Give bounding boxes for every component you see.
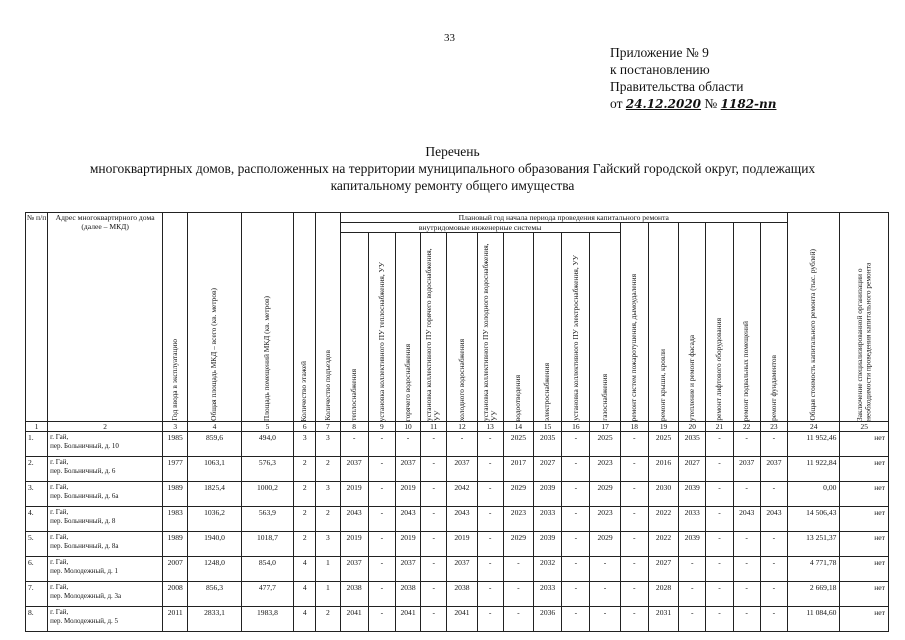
cell-concl: нет [840, 482, 889, 507]
address-city: г. Гай, [50, 508, 69, 516]
header-sub-heating: теплоснабжения [340, 233, 368, 422]
cell-c19: 2028 [648, 582, 678, 607]
cell-c17: 2029 [590, 482, 620, 507]
appendix-block [610, 44, 776, 113]
cell-c21: - [706, 557, 733, 582]
column-number: 14 [503, 422, 533, 432]
cell-cost: 11 922,84 [788, 457, 840, 482]
address-city: г. Гай, [50, 483, 69, 491]
cell-c18: - [620, 507, 648, 532]
cell-c8: 2019 [340, 532, 368, 557]
table-row [26, 432, 889, 457]
cell-c23: 2037 [760, 457, 787, 482]
cell-year: 1989 [163, 532, 188, 557]
cell-c22: - [733, 432, 760, 457]
cell-c21: - [706, 482, 733, 507]
cell-year: 2008 [163, 582, 188, 607]
cell-c23: - [760, 482, 787, 507]
cell-address [48, 557, 163, 582]
cell-floors: 2 [294, 532, 316, 557]
header-sub-electricity-meter: установка коллективного ПУ электроснабжения, УУ [562, 233, 590, 422]
cell-cost: 11 952,46 [788, 432, 840, 457]
appendix-line-3: Правительства области [610, 79, 744, 94]
cell-cost: 11 084,60 [788, 607, 840, 632]
cell-c10: 2037 [395, 457, 420, 482]
cell-entr: 1 [316, 557, 340, 582]
column-number: 9 [368, 422, 395, 432]
cell-entr: 3 [316, 482, 340, 507]
cell-rooms: 854,0 [241, 557, 293, 582]
cell-address [48, 582, 163, 607]
cell-c13: - [477, 507, 503, 532]
address-street: пер. Больничный, д. 6а [50, 491, 119, 500]
cell-c17: - [590, 557, 620, 582]
cell-c14: - [503, 582, 533, 607]
header-sub-heating-meter: установка коллективного ПУ теплоснабжения, УУ [368, 233, 395, 422]
cell-c16: - [562, 607, 590, 632]
header-sub-gas: газоснабжения [590, 233, 620, 422]
cell-c10: 2043 [395, 507, 420, 532]
cell-c8: 2038 [340, 582, 368, 607]
cell-c11: - [421, 582, 447, 607]
cell-c18: - [620, 532, 648, 557]
cell-c11: - [421, 557, 447, 582]
cell-c21: - [706, 607, 733, 632]
cell-concl: нет [840, 557, 889, 582]
cell-c13: - [477, 457, 503, 482]
cell-c8: 2043 [340, 507, 368, 532]
cell-c13: - [477, 607, 503, 632]
cell-no: 7. [26, 582, 48, 607]
cell-c22: - [733, 482, 760, 507]
column-number: 11 [421, 422, 447, 432]
cell-c15: 2033 [534, 582, 562, 607]
cell-c15: 2039 [534, 532, 562, 557]
address-street: пер. Больничный, д. 6 [50, 466, 116, 475]
cell-c22: 2037 [733, 457, 760, 482]
cell-c18: - [620, 557, 648, 582]
column-number: 7 [316, 422, 340, 432]
cell-c13: - [477, 582, 503, 607]
cell-floors: 2 [294, 507, 316, 532]
cell-total: 859,6 [188, 432, 241, 457]
cell-c9: - [368, 507, 395, 532]
header-entrances: Количество подъездов [316, 213, 340, 422]
cell-entr: 3 [316, 532, 340, 557]
cell-c11: - [421, 607, 447, 632]
header-internal-systems: внутридомовые инженерные системы [340, 223, 620, 233]
cell-c17: - [590, 607, 620, 632]
cell-address [48, 607, 163, 632]
cell-c14: 2017 [503, 457, 533, 482]
cell-c19: 2031 [648, 607, 678, 632]
cell-c15: 2036 [534, 607, 562, 632]
cell-c17: 2029 [590, 532, 620, 557]
table-row [26, 507, 889, 532]
cell-c8: - [340, 432, 368, 457]
cell-c15: 2032 [534, 557, 562, 582]
cell-c22: - [733, 582, 760, 607]
cell-c11: - [421, 507, 447, 532]
cell-c14: 2025 [503, 432, 533, 457]
cell-c16: - [562, 432, 590, 457]
cell-rooms: 1000,2 [241, 482, 293, 507]
cell-entr: 2 [316, 507, 340, 532]
cell-entr: 1 [316, 582, 340, 607]
cell-floors: 4 [294, 582, 316, 607]
column-number: 6 [294, 422, 316, 432]
cell-cost: 0,00 [788, 482, 840, 507]
cell-c16: - [562, 457, 590, 482]
cell-total: 1036,2 [188, 507, 241, 532]
cell-rooms: 563,9 [241, 507, 293, 532]
cell-c13: - [477, 532, 503, 557]
cell-c19: 2025 [648, 432, 678, 457]
cell-c14: - [503, 557, 533, 582]
table-row [26, 557, 889, 582]
cell-c20: - [679, 557, 706, 582]
cell-c17: 2023 [590, 507, 620, 532]
cell-c15: 2039 [534, 482, 562, 507]
header-fire: ремонт систем пожаротушения, дымоудаления [620, 223, 648, 422]
cell-total: 2833,1 [188, 607, 241, 632]
cell-c9: - [368, 532, 395, 557]
cell-c21: - [706, 582, 733, 607]
column-number: 16 [562, 422, 590, 432]
title-line-1: Перечень [425, 144, 480, 159]
cell-c12: 2042 [447, 482, 477, 507]
cell-cost: 2 669,18 [788, 582, 840, 607]
cell-rooms: 494,0 [241, 432, 293, 457]
cell-c10: 2019 [395, 482, 420, 507]
cell-no: 6. [26, 557, 48, 582]
column-number: 15 [534, 422, 562, 432]
cell-c12: 2043 [447, 507, 477, 532]
address-street: пер. Больничный, д. 8а [50, 541, 119, 550]
cell-c10: - [395, 432, 420, 457]
cell-floors: 4 [294, 557, 316, 582]
header-sub-cold-water-meter: установка коллективного ПУ холодного водоснабжения, УУ [477, 233, 503, 422]
cell-c9: - [368, 457, 395, 482]
cell-c12: - [447, 432, 477, 457]
column-number: 18 [620, 422, 648, 432]
cell-no: 2. [26, 457, 48, 482]
cell-c9: - [368, 582, 395, 607]
cell-entr: 3 [316, 432, 340, 457]
cell-entr: 2 [316, 607, 340, 632]
address-street: пер. Молодежный, д. 5 [50, 616, 119, 625]
column-number: 25 [840, 422, 889, 432]
column-number: 20 [679, 422, 706, 432]
cell-concl: нет [840, 432, 889, 457]
header-area-total: Общая площадь МКД – всего (кв. метров) [188, 213, 241, 422]
address-city: г. Гай, [50, 608, 69, 616]
header-year: Год ввода в эксплуатацию [163, 213, 188, 422]
cell-c19: 2030 [648, 482, 678, 507]
cell-c19: 2022 [648, 507, 678, 532]
cell-c23: 2043 [760, 507, 787, 532]
cell-c8: 2037 [340, 557, 368, 582]
cell-c11: - [421, 532, 447, 557]
cell-concl: нет [840, 607, 889, 632]
cell-cost: 4 771,78 [788, 557, 840, 582]
cell-c18: - [620, 482, 648, 507]
header-floors: Количество этажей [294, 213, 316, 422]
appendix-line-2: к постановлению [610, 62, 710, 77]
cell-c20: 2035 [679, 432, 706, 457]
cell-c10: 2019 [395, 532, 420, 557]
cell-cost: 14 506,43 [788, 507, 840, 532]
cell-cost: 13 251,37 [788, 532, 840, 557]
header-conclusion: Заключение специализированной организации о необходимости проведения капитального ремонта [840, 213, 889, 422]
cell-address [48, 507, 163, 532]
header-sub-hot-water-meter: установка коллективного ПУ горячего водоснабжения, УУ [421, 233, 447, 422]
header-lift: ремонт лифтового оборудования [706, 223, 733, 422]
cell-c16: - [562, 582, 590, 607]
cell-c13: - [477, 557, 503, 582]
cell-c10: 2041 [395, 607, 420, 632]
cell-c11: - [421, 432, 447, 457]
column-number: 19 [648, 422, 678, 432]
cell-c18: - [620, 457, 648, 482]
cell-c20: - [679, 582, 706, 607]
address-street: пер. Больничный, д. 8 [50, 516, 116, 525]
cell-c14: 2029 [503, 482, 533, 507]
cell-address [48, 532, 163, 557]
address-street: пер. Молодежный, д. 3а [50, 591, 122, 600]
cell-c9: - [368, 482, 395, 507]
cell-c20: - [679, 607, 706, 632]
column-number: 1 [26, 422, 48, 432]
cell-concl: нет [840, 507, 889, 532]
cell-c14: 2029 [503, 532, 533, 557]
cell-c17: 2025 [590, 432, 620, 457]
cell-floors: 2 [294, 457, 316, 482]
cell-address [48, 432, 163, 457]
column-number: 12 [447, 422, 477, 432]
cell-floors: 3 [294, 432, 316, 457]
cell-c8: 2019 [340, 482, 368, 507]
cell-c19: 2016 [648, 457, 678, 482]
cell-c12: 2037 [447, 557, 477, 582]
cell-c19: 2027 [648, 557, 678, 582]
column-number: 3 [163, 422, 188, 432]
cell-year: 1989 [163, 482, 188, 507]
cell-entr: 2 [316, 457, 340, 482]
cell-c23: - [760, 582, 787, 607]
cell-c12: 2041 [447, 607, 477, 632]
cell-no: 3. [26, 482, 48, 507]
cell-c20: 2027 [679, 457, 706, 482]
column-number: 13 [477, 422, 503, 432]
cell-c18: - [620, 607, 648, 632]
cell-c23: - [760, 557, 787, 582]
appendix-line-4 [610, 95, 776, 113]
handwritten-date: 24.12.2020 [625, 97, 702, 111]
houses-table [25, 212, 889, 632]
cell-c15: 2035 [534, 432, 562, 457]
handwritten-number: 1182-пп [720, 97, 777, 111]
cell-c13: - [477, 482, 503, 507]
cell-c9: - [368, 557, 395, 582]
cell-c18: - [620, 582, 648, 607]
cell-c23: - [760, 532, 787, 557]
address-city: г. Гай, [50, 433, 69, 441]
cell-c22: 2043 [733, 507, 760, 532]
column-number: 5 [241, 422, 293, 432]
cell-address [48, 457, 163, 482]
title-line-2: многоквартирных домов, расположенных на территории муниципального образования Гайский городской округ, подлежащих [89, 161, 816, 176]
cell-no: 1. [26, 432, 48, 457]
cell-c23: - [760, 432, 787, 457]
cell-total: 1825,4 [188, 482, 241, 507]
cell-c16: - [562, 507, 590, 532]
header-basement: ремонт подвальных помещений [733, 223, 760, 422]
header-area-rooms: Площадь помещений МКД (кв. метров) [241, 213, 293, 422]
cell-rooms: 477,7 [241, 582, 293, 607]
cell-c9: - [368, 607, 395, 632]
header-sub-sewerage: водоотведения [503, 233, 533, 422]
cell-total: 1063,1 [188, 457, 241, 482]
cell-c11: - [421, 457, 447, 482]
cell-rooms: 1018,7 [241, 532, 293, 557]
cell-c19: 2022 [648, 532, 678, 557]
document-title [20, 143, 885, 194]
table-row [26, 482, 889, 507]
cell-c21: - [706, 532, 733, 557]
table-row [26, 582, 889, 607]
table-row [26, 607, 889, 632]
header-sub-electricity: электроснабжения [534, 233, 562, 422]
header-roof: ремонт крыши, кровли [648, 223, 678, 422]
header-no: № п/п [26, 213, 48, 422]
column-number: 10 [395, 422, 420, 432]
cell-c8: 2037 [340, 457, 368, 482]
cell-c9: - [368, 432, 395, 457]
cell-c22: - [733, 557, 760, 582]
header-foundation: ремонт фундаментов [760, 223, 787, 422]
header-address: Адрес многоквартирного дома (далее – МКД) [48, 213, 163, 422]
cell-c20: 2033 [679, 507, 706, 532]
column-number: 24 [788, 422, 840, 432]
cell-concl: нет [840, 582, 889, 607]
cell-c13: - [477, 432, 503, 457]
address-street: пер. Молодежный, д. 1 [50, 566, 119, 575]
cell-no: 8. [26, 607, 48, 632]
address-city: г. Гай, [50, 583, 69, 591]
cell-c22: - [733, 607, 760, 632]
cell-concl: нет [840, 457, 889, 482]
title-line-3: капитальному ремонту общего имущества [330, 178, 575, 193]
cell-total: 856,3 [188, 582, 241, 607]
date-prefix: от [610, 96, 623, 111]
cell-c22: - [733, 532, 760, 557]
cell-year: 1985 [163, 432, 188, 457]
column-number-row [26, 422, 889, 432]
column-number: 8 [340, 422, 368, 432]
column-number: 2 [48, 422, 163, 432]
cell-year: 2007 [163, 557, 188, 582]
cell-c12: 2037 [447, 457, 477, 482]
cell-c14: - [503, 607, 533, 632]
cell-total: 1940,0 [188, 532, 241, 557]
cell-c16: - [562, 532, 590, 557]
header-facade: утепление и ремонт фасада [679, 223, 706, 422]
cell-c14: 2023 [503, 507, 533, 532]
cell-year: 1977 [163, 457, 188, 482]
cell-c16: - [562, 482, 590, 507]
cell-total: 1248,0 [188, 557, 241, 582]
cell-no: 5. [26, 532, 48, 557]
cell-c21: - [706, 507, 733, 532]
column-number: 4 [188, 422, 241, 432]
cell-c10: 2038 [395, 582, 420, 607]
cell-c20: 2039 [679, 532, 706, 557]
cell-year: 2011 [163, 607, 188, 632]
cell-c15: 2027 [534, 457, 562, 482]
address-street: пер. Больничный, д. 10 [50, 441, 119, 450]
cell-no: 4. [26, 507, 48, 532]
page-number: 33 [444, 32, 455, 44]
cell-address [48, 482, 163, 507]
cell-c8: 2041 [340, 607, 368, 632]
cell-floors: 2 [294, 482, 316, 507]
appendix-line-1: Приложение № 9 [610, 45, 709, 60]
header-sub-hot-water: горячего водоснабжения [395, 233, 420, 422]
cell-c11: - [421, 482, 447, 507]
column-number: 21 [706, 422, 733, 432]
address-city: г. Гай, [50, 558, 69, 566]
cell-c21: - [706, 432, 733, 457]
cell-rooms: 1983,8 [241, 607, 293, 632]
cell-c10: 2037 [395, 557, 420, 582]
cell-c12: 2038 [447, 582, 477, 607]
cell-c17: 2023 [590, 457, 620, 482]
cell-year: 1983 [163, 507, 188, 532]
cell-c18: - [620, 432, 648, 457]
cell-rooms: 576,3 [241, 457, 293, 482]
cell-floors: 4 [294, 607, 316, 632]
table-row [26, 532, 889, 557]
header-cost: Общая стоимость капитального ремонта (тыс. рублей) [788, 213, 840, 422]
column-number: 23 [760, 422, 787, 432]
table-body [26, 432, 889, 632]
cell-c21: - [706, 457, 733, 482]
address-city: г. Гай, [50, 533, 69, 541]
address-city: г. Гай, [50, 458, 69, 466]
cell-c23: - [760, 607, 787, 632]
header-planned-year: Плановый год начала периода проведения капитального ремонта [340, 213, 788, 223]
cell-c16: - [562, 557, 590, 582]
column-number: 17 [590, 422, 620, 432]
cell-c12: 2019 [447, 532, 477, 557]
cell-concl: нет [840, 532, 889, 557]
table-row [26, 457, 889, 482]
header-sub-cold-water: холодного водоснабжения [447, 233, 477, 422]
cell-c20: 2039 [679, 482, 706, 507]
column-number: 22 [733, 422, 760, 432]
cell-c17: - [590, 582, 620, 607]
cell-c15: 2033 [534, 507, 562, 532]
number-prefix: № [704, 96, 718, 111]
